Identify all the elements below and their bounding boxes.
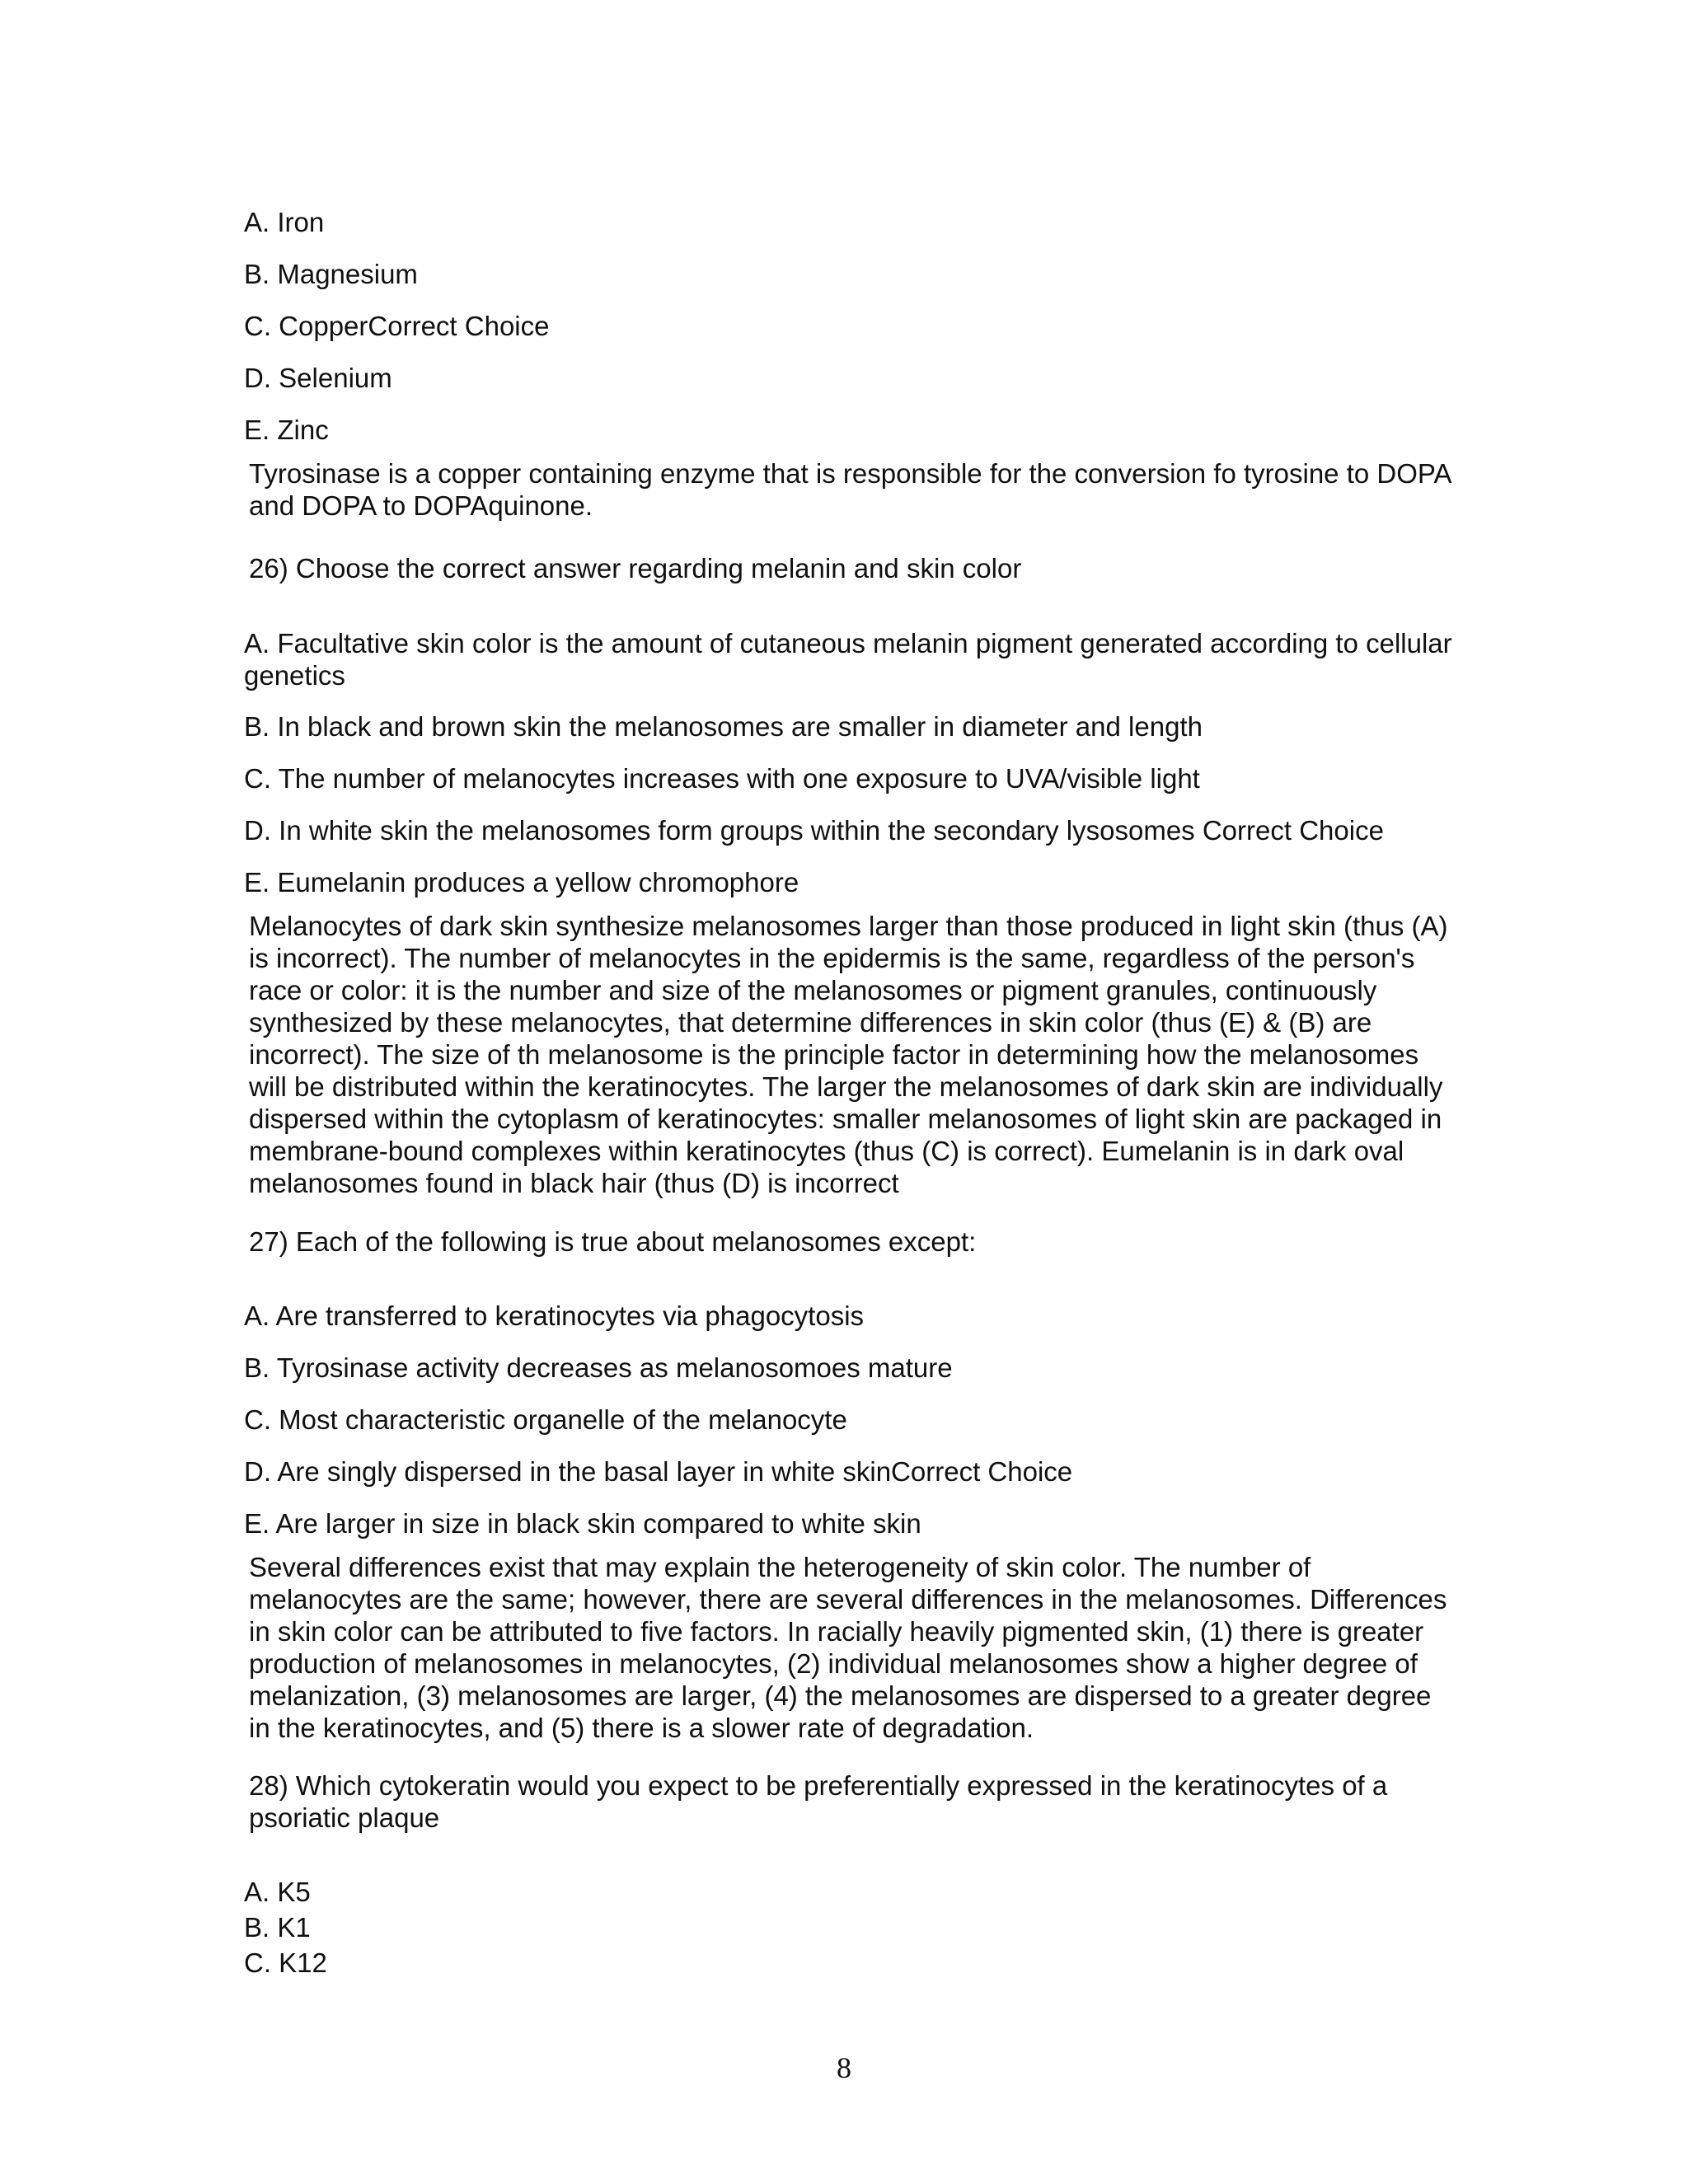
q25-option-e: E. Zinc bbox=[244, 415, 329, 445]
q25-option-d: D. Selenium bbox=[244, 363, 392, 393]
q27-option-a: A. Are transferred to keratinocytes via phagocytosis bbox=[244, 1301, 865, 1331]
q28-option-c: C. K12 bbox=[244, 1947, 327, 1978]
q28-question: 28) Which cytokeratin would you expect to be preferentially expressed in the keratinocytes of a psoriatic plaque bbox=[249, 1770, 1388, 1833]
q26-option-b: B. In black and brown skin the melanosomes are smaller in diameter and length bbox=[244, 711, 1203, 742]
q25-option-c: C. CopperCorrect Choice bbox=[244, 311, 550, 341]
q25-explanation: Tyrosinase is a copper containing enzyme that is responsible for the conversion fo tyrosine to DOPA and DOPA to DOPAquinone. bbox=[249, 458, 1451, 521]
q27-explanation: Several differences exist that may explain the heterogeneity of skin color. The number of melanocytes are the same; however, there are several differences in the melanosomes. Differences in skin color can be attributed to five factors. In racially heavily pigmented skin, (1) there is greater production of melanosomes in melanocytes, (2) individual melanosomes show a higher degree of melanization, (3) melanosomes are larger, (4) the melanosomes are dispersed to a greater degree in the keratinocytes, and (5) there is a slower rate of degradation. bbox=[249, 1552, 1447, 1743]
q28-option-a: A. K5 bbox=[244, 1877, 311, 1907]
q26-question: 26) Choose the correct answer regarding melanin and skin color bbox=[249, 553, 1022, 583]
q26-option-e: E. Eumelanin produces a yellow chromophore bbox=[244, 867, 799, 898]
q26-option-c: C. The number of melanocytes increases with one exposure to UVA/visible light bbox=[244, 763, 1200, 794]
q26-option-d: D. In white skin the melanosomes form groups within the secondary lysosomes Correct Choice bbox=[244, 815, 1384, 846]
q27-option-b: B. Tyrosinase activity decreases as melanosomoes mature bbox=[244, 1352, 953, 1383]
q27-question: 27) Each of the following is true about melanosomes except: bbox=[249, 1226, 977, 1257]
q27-option-e: E. Are larger in size in black skin compared to white skin bbox=[244, 1508, 921, 1539]
page-number: 8 bbox=[837, 2051, 851, 2084]
q25-option-b: B. Magnesium bbox=[244, 259, 418, 289]
q26-explanation: Melanocytes of dark skin synthesize melanosomes larger than those produced in light skin (thus (A) is incorrect). The number of melanocytes in the epidermis is the same, regardless of the person's race or color: it is the number and size of the melanosomes or pigment granules, continuously synthesized by these melanocytes, that determine differences in skin color (thus (E) & (B) are incorrect). The size of th melanosome is the principle factor in determining how the melanosomes will be distributed within the keratinocytes. The larger the melanosomes of dark skin are individually dispersed within the cytoplasm of keratinocytes: smaller melanosomes of light skin are packaged in membrane-bound complexes within keratinocytes (thus (C) is correct). Eumelanin is in dark oval melanosomes found in black hair (thus (D) is incorrect bbox=[249, 911, 1448, 1198]
q25-option-a: A. Iron bbox=[244, 207, 325, 237]
q26-option-a: A. Facultative skin color is the amount of cutaneous melanin pigment generated according to cellular genetics bbox=[244, 628, 1452, 691]
q27-option-c: C. Most characteristic organelle of the melanocyte bbox=[244, 1404, 847, 1435]
q27-option-d: D. Are singly dispersed in the basal layer in white skinCorrect Choice bbox=[244, 1456, 1073, 1487]
q28-option-b: B. K1 bbox=[244, 1912, 311, 1943]
